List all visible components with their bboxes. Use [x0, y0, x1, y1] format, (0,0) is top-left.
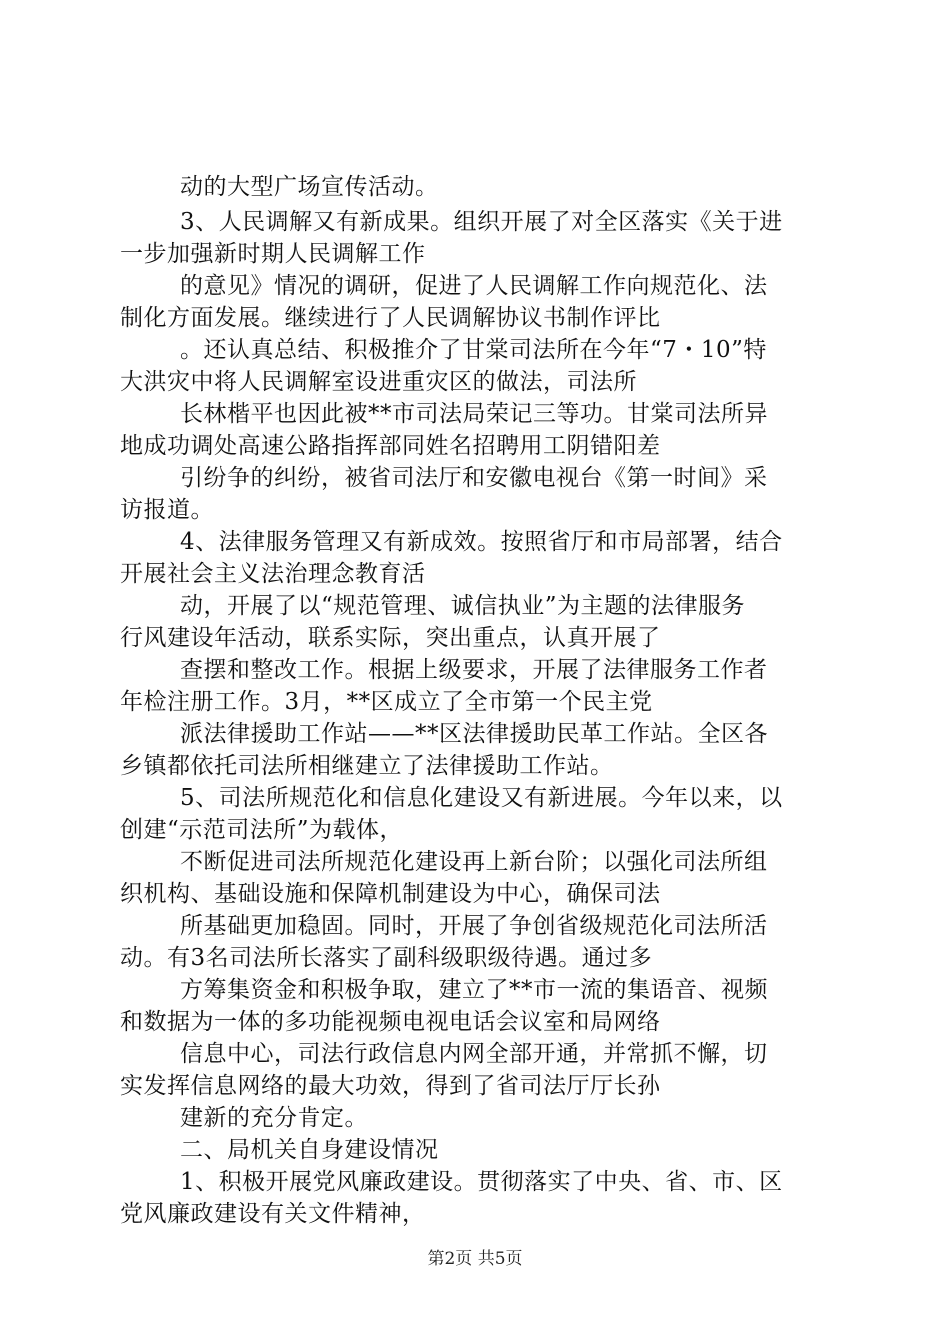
body-text-line: 查摆和整改工作。根据上级要求，开展了法律服务工作者 [180, 657, 768, 683]
body-text-line: 制化方面发展。继续进行了人民调解协议书制作评比 [120, 305, 661, 331]
body-text-line: 织机构、基础设施和保障机制建设为中心，确保司法 [120, 881, 661, 907]
body-text-line: 地成功调处高速公路指挥部同姓名招聘用工阴错阳差 [120, 433, 661, 459]
body-text-line: 动。有3名司法所长落实了副科级职级待遇。通过多 [120, 945, 653, 971]
body-text-line: 一步加强新时期人民调解工作 [120, 241, 426, 267]
section-heading: 二、局机关自身建设情况 [180, 1137, 439, 1163]
body-text-line: 创建“示范司法所”为载体， [120, 817, 404, 843]
body-text-line: 开展社会主义法治理念教育活 [120, 561, 426, 587]
body-text-line: 建新的充分肯定。 [180, 1105, 368, 1131]
body-text-line: 和数据为一体的多功能视频电视电话会议室和局网络 [120, 1009, 661, 1035]
body-text-line: 信息中心，司法行政信息内网全部开通，并常抓不懈，切 [180, 1041, 768, 1067]
body-text-line: 动的大型广场宣传活动。 [180, 174, 439, 200]
body-text-line: 不断促进司法所规范化建设再上新台阶；以强化司法所组 [180, 849, 768, 875]
body-text-line: 年检注册工作。3月，**区成立了全市第一个民主党 [120, 689, 653, 715]
page-number-footer: 第2页 共5页 [427, 1249, 523, 1269]
body-text-line: 访报道。 [120, 497, 214, 523]
body-text-line: 5、司法所规范化和信息化建设又有新进展。今年以来，以 [180, 785, 783, 811]
body-text-line: 4、法律服务管理又有新成效。按照省厅和市局部署，结合 [180, 529, 783, 555]
body-text-line: 行风建设年活动，联系实际，突出重点，认真开展了 [120, 625, 661, 651]
body-text-line: 派法律援助工作站——**区法律援助民革工作站。全区各 [180, 721, 768, 747]
body-text-line: 大洪灾中将人民调解室设进重灾区的做法，司法所 [120, 369, 637, 395]
body-text-line: 所基础更加稳固。同时，开展了争创省级规范化司法所活 [180, 913, 768, 939]
body-text-line: 的意见》情况的调研，促进了人民调解工作向规范化、法 [180, 273, 768, 299]
body-text-line: 方筹集资金和积极争取，建立了**市一流的集语音、视频 [180, 977, 768, 1003]
body-text-line: 3、人民调解又有新成果。组织开展了对全区落实《关于进 [180, 209, 783, 235]
body-text-line: 党风廉政建设有关文件精神， [120, 1201, 426, 1227]
body-text-line: 1、积极开展党风廉政建设。贯彻落实了中央、省、市、区 [180, 1169, 783, 1195]
body-text-line: 。还认真总结、积极推介了甘棠司法所在今年“7・10”特 [180, 337, 767, 363]
body-text-line: 长林楷平也因此被**市司法局荣记三等功。甘棠司法所异 [180, 401, 768, 427]
body-text-line: 乡镇都依托司法所相继建立了法律援助工作站。 [120, 753, 614, 779]
body-text-line: 引纷争的纠纷，被省司法厅和安徽电视台《第一时间》采 [180, 465, 768, 491]
body-text-line: 实发挥信息网络的最大功效，得到了省司法厅厅长孙 [120, 1073, 661, 1099]
body-text-line: 动，开展了以“规范管理、诚信执业”为主题的法律服务 [180, 593, 746, 619]
